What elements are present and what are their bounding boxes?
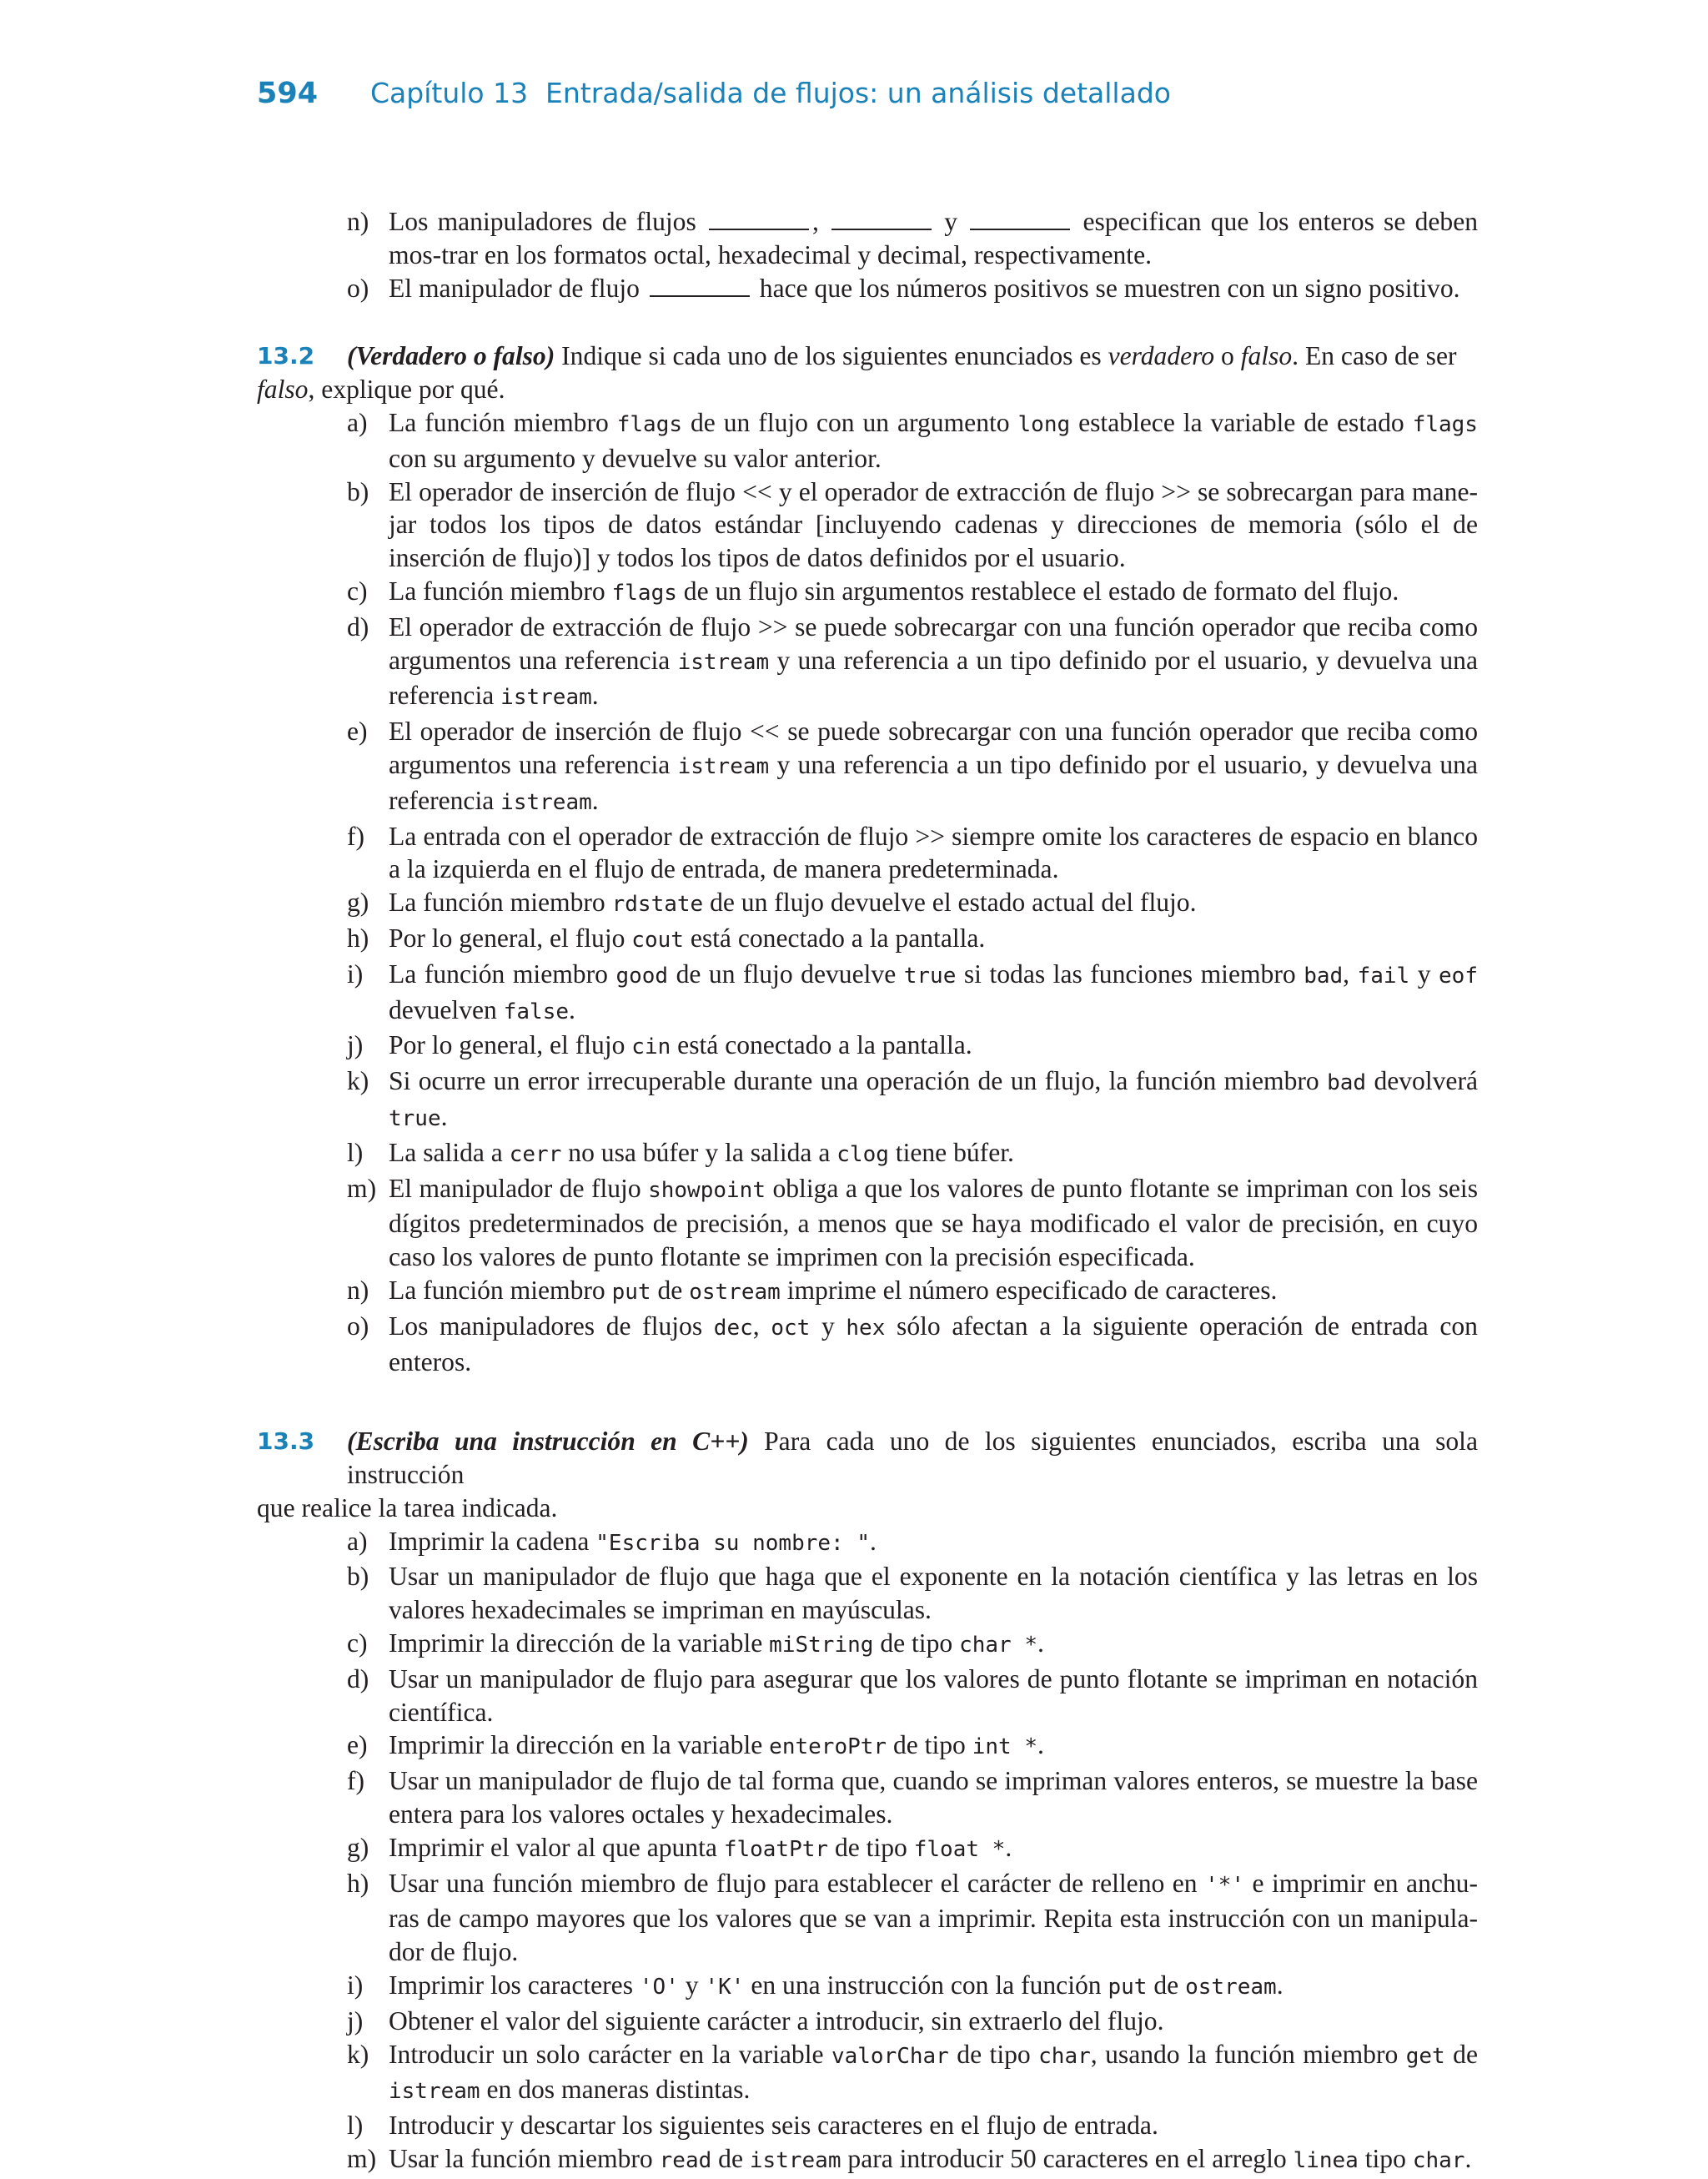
text-span: Imprimir los caracteres [389,1970,633,2000]
text-span: imprime el número especificado de caracteres. [786,1275,1278,1305]
text-span: Los manipuladores de flujos [389,207,696,236]
item-label: a) [347,407,368,437]
item-label: m) [347,1173,377,1203]
item-label: k) [347,1066,369,1096]
code-term: flags [1412,411,1478,437]
item-label: m) [347,2144,377,2174]
text-span: La salida a [389,1137,503,1167]
text-span: . [569,994,575,1024]
list-item [257,205,1478,272]
text-span: La función miembro [389,959,608,989]
list-item [257,1560,1478,1627]
item-label: d) [347,1663,369,1693]
text-span: de [1153,1970,1179,2000]
item-label: l) [347,2111,364,2141]
list-item [257,1663,1478,1729]
text-span: y una referencia a un tipo definido por el usuario, y devuelva una referencia [389,749,1478,815]
exercise-number: 13.2 [257,342,315,370]
text-span: . [1037,1730,1044,1760]
text-span: verdadero [1108,341,1215,371]
code-term: read [659,2148,712,2174]
text-span: de un flujo sin argumentos restablece el estado de formato del flujo. [683,576,1399,606]
code-term: false [503,999,570,1024]
text-span: falso [1240,341,1293,371]
list-item [257,1969,1478,2005]
code-term: hex [846,1315,886,1341]
list-item [257,922,1478,958]
code-term: 'O' [639,1975,679,2000]
code-term: enteroPtr [769,1734,887,1760]
list-item [257,886,1478,922]
exercise-title: (Escriba una instrucción en C++) [347,1427,749,1457]
code-term: int * [972,1734,1038,1760]
text-span: en dos maneras distintas. [486,2075,751,2105]
text-span: Introducir un solo carácter en la variable [389,2039,824,2069]
code-term: cerr [509,1141,562,1167]
text-span: Usar un manipulador de flujo de tal forma que, cuando se impriman valores enteros, se muestre la base entera para los valores octales y hexadecimales. [389,1766,1478,1829]
item-label: b) [347,476,369,506]
list-item [257,1831,1478,1867]
exercise-intro-cont: que realice la tarea indicada. [257,1492,558,1522]
page-header [257,77,1708,127]
text-span: El operador de inserción de flujo << se puede sobrecargar con una función operador que reciba como argumentos una referencia [389,717,1478,779]
item-label: c) [347,1628,368,1658]
code-term: put [1108,1975,1148,2000]
code-term: dec [713,1315,753,1341]
code-term: long [1017,411,1071,437]
item-label: h) [347,923,369,953]
code-term: floatPtr [723,1836,829,1862]
item-label: e) [347,717,368,747]
text-span: de un flujo devuelve el estado actual del flujo. [710,888,1197,918]
text-span: La función miembro [389,1275,605,1305]
fill-blank [709,228,809,230]
fill-blank [970,228,1070,230]
list-item [257,611,1478,715]
text-span: La entrada con el operador de extracción de flujo >> siempre omite los caracteres de espacio en blanco a la izquierda en el flujo de entrada, de manera predeterminada. [389,821,1478,884]
text-span: de tipo [880,1628,953,1658]
item-label: b) [347,1562,369,1592]
code-term: ostream [1185,1975,1277,2000]
code-term: linea [1293,2148,1359,2174]
text-span: . [1276,1970,1284,2000]
code-term: flags [611,580,677,606]
item-label: f) [347,1766,365,1796]
code-term: get [1405,2043,1445,2069]
item-label: g) [347,888,369,918]
text-span: Obtener el valor del siguiente carácter a introducir, sin extraerlo del flujo. [389,2005,1164,2036]
text-span: Imprimir la dirección en la variable [389,1730,763,1760]
text-span: o [1220,341,1234,371]
list-item [257,2005,1478,2038]
item-label: i) [347,1970,364,2000]
item-label: d) [347,611,369,642]
list-item [257,476,1478,575]
exercise-title: (Verdadero o falso) [347,341,555,371]
list-item [257,820,1478,887]
text-span: Por lo general, el flujo [389,1030,625,1060]
text-span: Imprimir la dirección de la variable [389,1628,763,1658]
item-label: j) [347,2005,364,2036]
code-term: 'K' [705,1975,745,2000]
code-term: ostream [689,1279,781,1305]
text-span: . [591,785,599,815]
code-term: '*' [1205,1872,1245,1898]
item-label: a) [347,1526,368,1556]
text-span: La función miembro [389,576,605,606]
text-span: obliga a que los valores de punto flotante se impriman con los seis dígitos predeterminados de precisión, a menos que se haya modificado el valor de precisión, en cuyo caso los valores de punto flotante se imprimen con la precisión especificada. [389,1173,1478,1272]
list-item [257,272,1478,305]
text-span: de un flujo devuelve [676,959,897,989]
text-span: . [1005,1832,1012,1862]
text-span: tiene búfer. [895,1137,1014,1167]
chapter-title: Entrada/salida de flujos: un análisis detallado [545,77,1171,109]
code-term: char * [959,1633,1038,1658]
text-span: y [1417,959,1431,989]
text-span: Introducir y descartar los siguientes seis caracteres en el flujo de entrada. [389,2111,1158,2141]
code-term: char [1412,2148,1465,2174]
text-span: Imprimir la cadena [389,1526,590,1556]
text-span: e imprimir en anchu-ras de campo mayores que los valores que se van a imprimir. Repita esta instrucción con un manipula-dor de flujo. [389,1868,1478,1967]
text-span: . En caso de ser [1292,341,1457,371]
item-label: l) [347,1137,364,1167]
item-label: k) [347,2039,369,2069]
text-span: . [1464,2144,1472,2174]
text-span: hace que los números positivos se muestren con un signo positivo. [759,273,1460,303]
code-term: bad [1327,1070,1367,1096]
text-span: . [440,1101,448,1131]
item-label: g) [347,1832,369,1862]
chapter-label: Capítulo 13 [370,77,529,109]
text-span: , [811,207,819,236]
text-span: Usar una función miembro de flujo para establecer el carácter de relleno en [389,1868,1198,1898]
text-span: para introducir 50 caracteres en el arreglo [847,2144,1287,2174]
text-span: tipo [1364,2144,1406,2174]
list-item [257,1029,1478,1064]
text-span: está conectado a la pantalla. [677,1030,972,1060]
code-term: good [615,963,669,989]
text-span: falso [257,375,309,405]
code-term: true [389,1105,441,1131]
item-label: n) [347,1275,369,1305]
code-term: true [903,963,957,989]
item-label: c) [347,576,368,606]
text-span: especifican que los enteros se deben mos-trar en los formatos octal, hexadecimal y decimal, respectivamente. [389,207,1479,269]
list-item [257,406,1478,476]
code-term: istream [677,649,770,675]
text-span: establece la variable de estado [1078,407,1404,437]
item-label: n) [347,207,369,236]
list-item [257,1136,1478,1172]
code-term: bad [1304,963,1344,989]
text-span: . [870,1526,877,1556]
list-item [257,958,1478,1029]
text-span: Imprimir el valor al que apunta [389,1832,717,1862]
text-span: en una instrucción con la función [751,1970,1102,2000]
code-term: put [611,1279,651,1305]
code-term: char [1038,2043,1091,2069]
text-span: Usar un manipulador de flujo para asegurar que los valores de punto flotante se impriman en notación científica. [389,1663,1478,1727]
code-term: istream [749,2148,841,2174]
list-item [257,2109,1478,2142]
item-label: j) [347,1030,364,1060]
list-item [257,1064,1478,1136]
text-span: de tipo [834,1832,907,1862]
text-span: y una referencia a un tipo definido por el usuario, y devuelva una referencia [389,645,1478,711]
code-term: valorChar [831,2043,949,2069]
text-span: está conectado a la pantalla. [690,923,986,953]
text-span: y [821,1311,835,1341]
text-span: de un flujo con un argumento [690,407,1010,437]
text-span: . [591,681,599,711]
list-item [257,1274,1478,1310]
code-term: clog [836,1141,889,1167]
page-number: 594 [257,77,319,110]
text-span: La función miembro [389,888,605,918]
exercise-intro-cont [257,373,1478,406]
item-label: h) [347,1868,369,1898]
item-label: f) [347,821,365,851]
text-span: El manipulador de flujo [389,273,640,303]
text-span: sólo afectan a la siguiente operación de entrada con enteros. [389,1311,1478,1376]
text-span: y [944,207,958,236]
text-span: no usa búfer y la salida a [568,1137,831,1167]
item-label: i) [347,959,364,989]
text-span: de [1453,2039,1478,2069]
text-span: de [657,1275,683,1305]
text-span: , [1343,959,1350,989]
code-term: istream [500,685,592,711]
text-span: , [752,1311,760,1341]
list-item [257,1867,1478,1969]
exercise-13-2 [257,340,1478,373]
text-span: El operador de inserción de flujo << y el operador de extracción de flujo >> se sobrecargan para mane-jar todos los tipos de datos estándar [incluyendo cadenas y direcciones de memoria (sólo el de inserción de flujo)] y todos los tipos de datos definidos por el usuario. [389,476,1478,573]
text-span: Indique si cada uno de los siguientes enunciados es [561,341,1102,371]
exercise-number: 13.3 [257,1427,315,1456]
code-term: rdstate [611,892,704,918]
text-span: El operador de extracción de flujo >> se puede sobrecargar con una función operador que reciba como argumentos una referencia [389,611,1478,675]
list-item [257,1729,1478,1764]
text-span: de tipo [957,2039,1031,2069]
code-term: cin [631,1034,671,1060]
text-span: , usando la función miembro [1090,2039,1399,2069]
text-span: devuelven [389,994,497,1024]
text-span: . [1037,1628,1044,1658]
text-span: Si ocurre un error irrecuperable durante una operación de un flujo, la función miembro [389,1066,1319,1096]
text-span: devolverá [1374,1066,1478,1096]
list-item [257,1525,1478,1561]
code-term: fail [1357,963,1410,989]
exercise-13-3 [257,1425,1478,1492]
text-span: si todas las funciones miembro [963,959,1296,989]
item-label: e) [347,1730,368,1760]
text-span: La función miembro [389,407,609,437]
code-term: showpoint [648,1177,766,1203]
text-span: y [685,1970,699,2000]
code-term: cout [631,927,684,953]
list-item [257,575,1478,611]
list-item [257,1310,1478,1379]
code-term: oct [771,1315,811,1341]
list-item [257,1172,1478,1274]
text-span: de [718,2144,743,2174]
list-item [257,2038,1478,2110]
text-span: con su argumento y devuelve su valor anterior. [389,443,882,473]
code-term: istream [500,789,592,815]
code-term: istream [389,2079,480,2105]
text-span: Usar un manipulador de flujo que haga que el exponente en la notación científica y las letras en los valores hexadecimales se impriman en mayúsculas. [389,1562,1478,1625]
text-span: Por lo general, el flujo [389,923,625,953]
item-label: o) [347,1311,369,1341]
text-span: El manipulador de flujo [389,1173,641,1203]
list-item [257,1627,1478,1663]
code-term: istream [677,753,770,779]
list-item [257,2142,1478,2178]
code-term: miString [769,1633,874,1658]
text-span: de tipo [892,1730,966,1760]
list-item [257,1764,1478,1831]
text-span: Usar la función miembro [389,2144,653,2174]
list-item [257,715,1478,819]
code-term: flags [616,411,683,437]
fill-blank [831,228,932,230]
code-term: "Escriba su nombre: " [595,1530,870,1556]
code-term: eof [1439,963,1478,989]
code-term: float * [913,1836,1006,1862]
item-label: o) [347,273,369,303]
text-span: , explique por qué. [308,375,505,405]
fill-blank [650,294,750,297]
text-span: Los manipuladores de flujos [389,1311,703,1341]
text-span: Para cada uno de los siguientes enunciados, escriba una sola instrucción [347,1427,1478,1490]
page-content [257,205,1478,2178]
